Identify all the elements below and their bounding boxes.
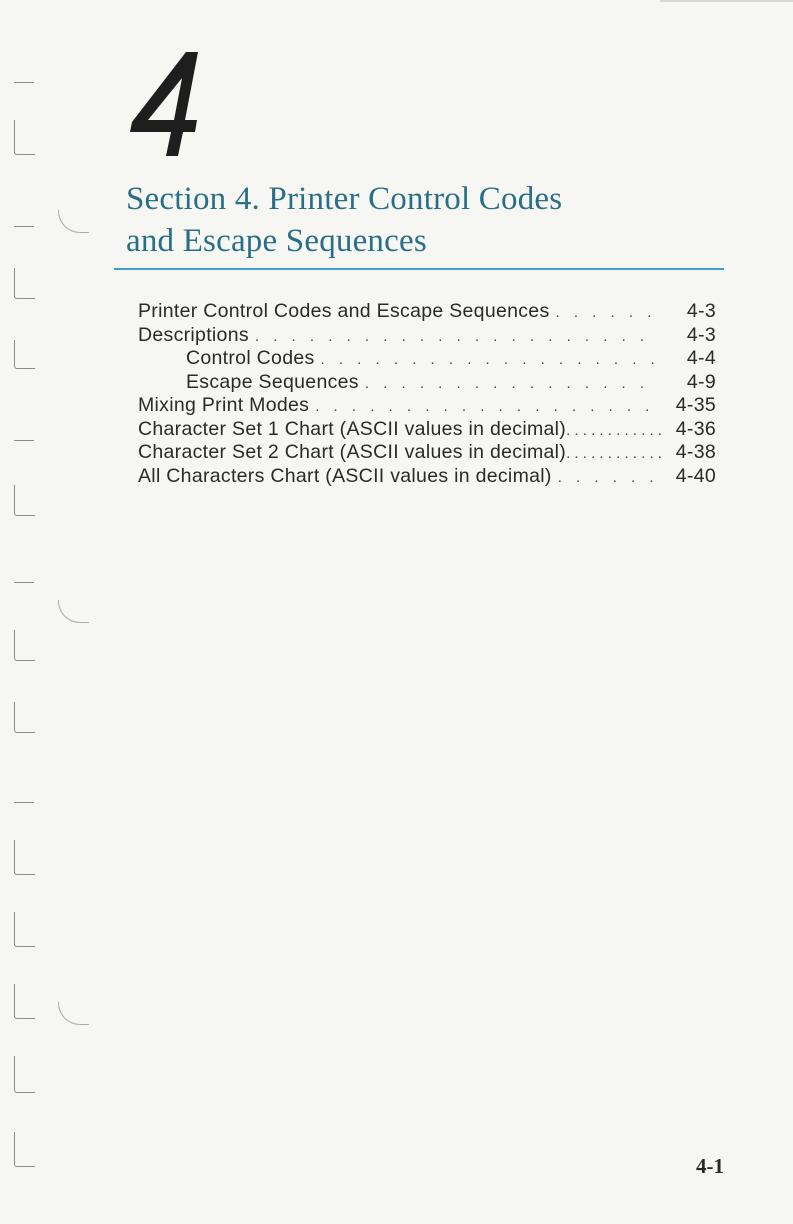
toc-leader bbox=[556, 304, 658, 321]
binder-mark bbox=[14, 1056, 35, 1093]
binder-mark bbox=[14, 582, 34, 583]
toc-entry-label: Character Set 2 Chart (ASCII values in decimal) bbox=[138, 441, 567, 463]
binder-mark bbox=[14, 120, 35, 155]
toc-entry-label: Character Set 1 Chart (ASCII values in decimal) bbox=[138, 417, 567, 440]
binder-mark bbox=[14, 485, 35, 516]
toc-entry-label: Descriptions bbox=[138, 323, 249, 346]
toc-leader bbox=[566, 445, 664, 462]
section-title-line1: Section 4. Printer Control Codes bbox=[126, 181, 563, 217]
binder-hole-marks bbox=[14, 40, 94, 1180]
title-rule bbox=[114, 268, 724, 270]
binder-mark bbox=[14, 702, 35, 733]
binder-mark bbox=[14, 1132, 35, 1167]
toc-entry-page: 4-3 bbox=[686, 300, 716, 322]
toc-entry-label: Printer Control Codes and Escape Sequences bbox=[138, 300, 550, 322]
toc-subentry[interactable] bbox=[138, 347, 716, 371]
toc-leader bbox=[321, 351, 658, 368]
binder-mark bbox=[14, 630, 35, 661]
binder-mark bbox=[14, 984, 35, 1019]
toc-leader bbox=[566, 422, 664, 439]
binder-curl bbox=[58, 210, 89, 233]
binder-mark bbox=[14, 912, 35, 947]
table-of-contents bbox=[138, 300, 716, 488]
toc-entry[interactable] bbox=[138, 418, 716, 442]
toc-entry-label: Control Codes bbox=[186, 347, 315, 369]
toc-entry-label: Mixing Print Modes bbox=[138, 394, 310, 416]
binder-mark bbox=[14, 82, 34, 83]
toc-entry-page: 4-3 bbox=[686, 323, 716, 346]
toc-entry-page: 4-35 bbox=[675, 394, 716, 416]
binder-mark bbox=[14, 268, 35, 299]
toc-entry[interactable] bbox=[138, 300, 716, 324]
toc-entry-page: 4-40 bbox=[675, 464, 716, 487]
toc-entry-page: 4-9 bbox=[686, 370, 716, 393]
toc-entry-page: 4-36 bbox=[675, 417, 716, 440]
toc-leader bbox=[315, 398, 658, 415]
toc-entry-page: 4-38 bbox=[675, 441, 716, 463]
binder-curl bbox=[58, 1002, 89, 1025]
binder-curl bbox=[58, 600, 89, 623]
binder-mark bbox=[14, 840, 35, 875]
binder-mark bbox=[14, 226, 34, 227]
section-title-line2: and Escape Sequences bbox=[126, 223, 427, 259]
binder-mark bbox=[14, 440, 34, 441]
toc-leader bbox=[365, 375, 658, 392]
toc-entry-label: All Characters Chart (ASCII values in decimal) bbox=[138, 464, 552, 487]
toc-subentry[interactable] bbox=[138, 371, 716, 395]
binder-mark bbox=[14, 802, 34, 803]
page-top-edge bbox=[660, 0, 793, 2]
toc-entry[interactable] bbox=[138, 324, 716, 348]
page-number: 4-1 bbox=[696, 1154, 724, 1178]
toc-leader bbox=[255, 328, 658, 345]
toc-entry[interactable] bbox=[138, 394, 716, 418]
toc-entry-label: Escape Sequences bbox=[186, 370, 359, 393]
chapter-number-glyph bbox=[128, 52, 203, 157]
binder-mark bbox=[14, 340, 35, 369]
section-title bbox=[126, 178, 562, 262]
chapter-number bbox=[128, 52, 203, 157]
toc-entry[interactable] bbox=[138, 465, 716, 489]
toc-entry-page: 4-4 bbox=[686, 347, 716, 369]
toc-entry[interactable] bbox=[138, 441, 716, 465]
toc-leader bbox=[558, 469, 658, 486]
